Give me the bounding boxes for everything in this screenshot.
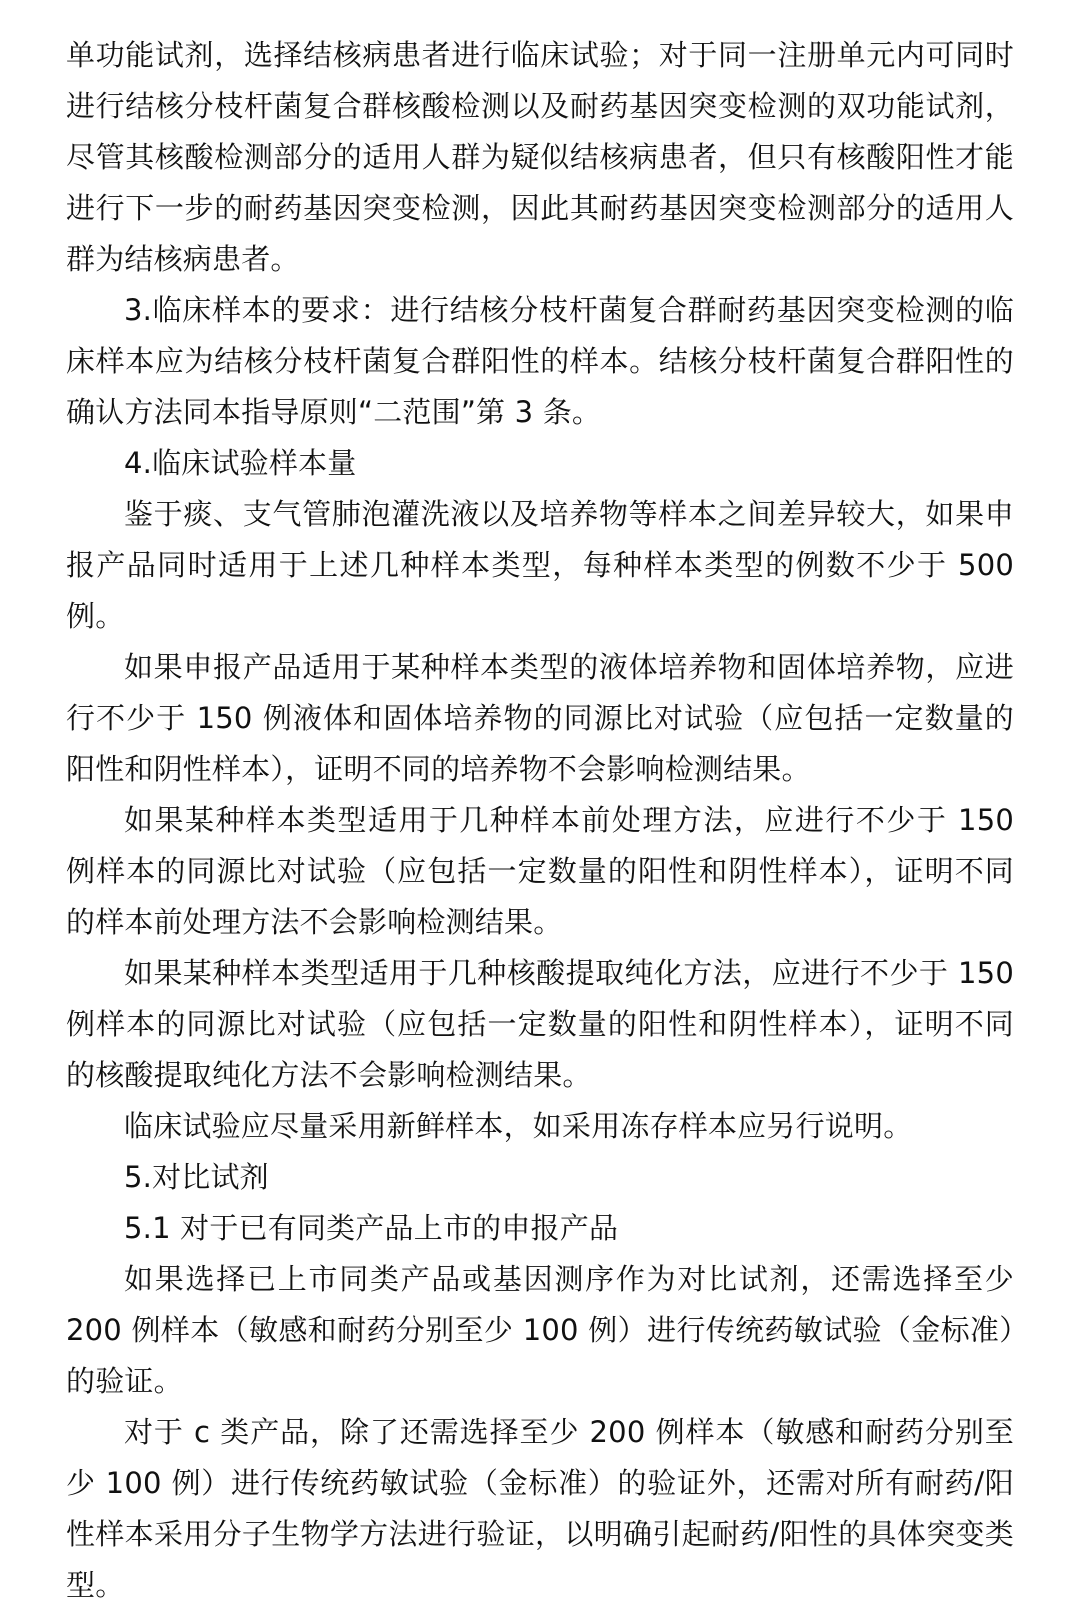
paragraph-sample-type-count: 鉴于痰、支气管肺泡灌洗液以及培养物等样本之间差异较大，如果申报产品同时适用于上述几种样本类型，每种样本类型的例数不少于 500 例。	[66, 497, 1014, 633]
heading-existing-products: 5.1 对于已有同类产品上市的申报产品	[124, 1211, 619, 1245]
paragraph-class-c-products: 对于 c 类产品，除了还需选择至少 200 例样本（敏感和耐药分别至少 100 例）进行传统药敏试验（金标准）的验证外，还需对所有耐药/阳性样本采用分子生物学方法进行验证，以明确引起耐药/阳性的具体突变类型。	[66, 1415, 1014, 1602]
paragraph-clinical-sample-requirements: 3.临床样本的要求：进行结核分枝杆菌复合群耐药基因突变检测的临床样本应为结核分枝杆菌复合群阳性的样本。结核分枝杆菌复合群阳性的确认方法同本指导原则“二范围”第 3 条。	[66, 293, 1014, 429]
paragraph-fresh-samples: 临床试验应尽量采用新鲜样本，如采用冻存样本应另行说明。	[124, 1109, 913, 1143]
paragraph-culture-comparison: 如果申报产品适用于某种样本类型的液体培养物和固体培养物，应进行不少于 150 例液体和固体培养物的同源比对试验（应包括一定数量的阳性和阴性样本），证明不同的培养物不会影响检测结果。	[66, 650, 1014, 786]
paragraph-applicable-population: 单功能试剂，选择结核病患者进行临床试验；对于同一注册单元内可同时进行结核分枝杆菌复合群核酸检测以及耐药基因突变检测的双功能试剂，尽管其核酸检测部分的适用人群为疑似结核病患者，但只有核酸阳性才能进行下一步的耐药基因突变检测，因此其耐药基因突变检测部分的适用人群为结核病患者。	[66, 38, 1014, 276]
paragraph-listed-product-comparison: 如果选择已上市同类产品或基因测序作为对比试剂，还需选择至少 200 例样本（敏感和耐药分别至少 100 例）进行传统药敏试验（金标准）的验证。	[66, 1262, 1014, 1398]
heading-sample-size: 4.临床试验样本量	[124, 446, 357, 480]
heading-comparison-reagent: 5.对比试剂	[124, 1160, 269, 1194]
paragraph-extraction-comparison: 如果某种样本类型适用于几种核酸提取纯化方法，应进行不少于 150 例样本的同源比对试验（应包括一定数量的阳性和阴性样本），证明不同的核酸提取纯化方法不会影响检测结果。	[66, 956, 1014, 1092]
paragraph-pretreatment-comparison: 如果某种样本类型适用于几种样本前处理方法，应进行不少于 150 例样本的同源比对试验（应包括一定数量的阳性和阴性样本），证明不同的样本前处理方法不会影响检测结果。	[66, 803, 1014, 939]
document-body	[66, 30, 1014, 1611]
